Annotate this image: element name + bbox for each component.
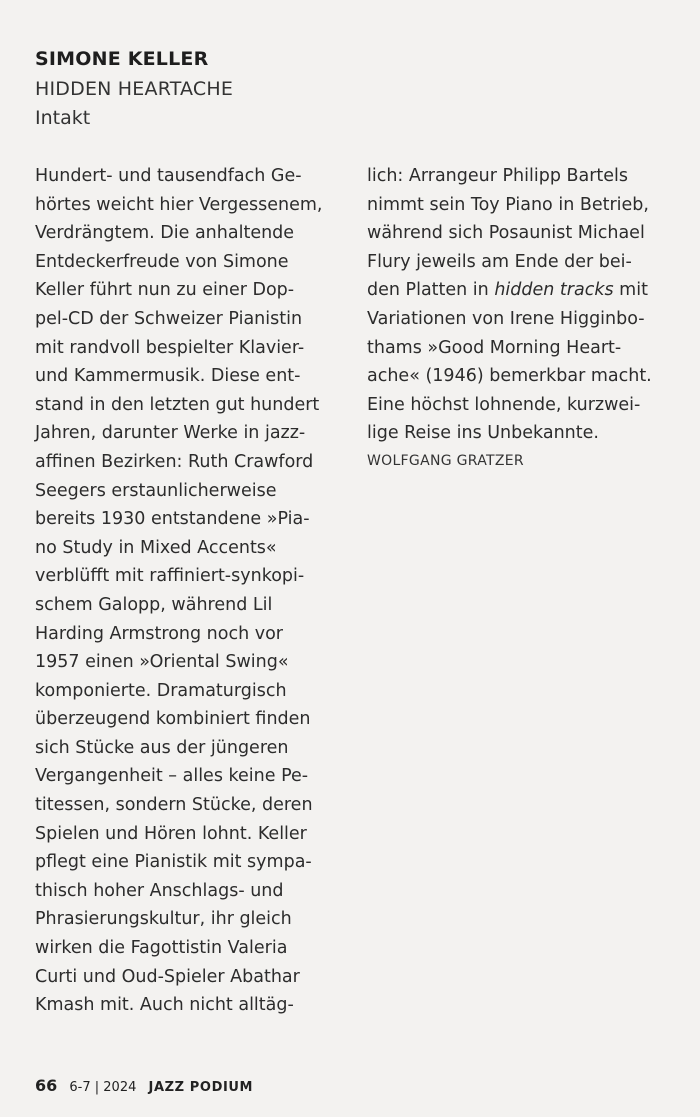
- text-line: während sich Posaunist Michael: [367, 223, 645, 244]
- text-line: Variationen von Irene Higginbo-: [367, 308, 645, 329]
- text-line: ache« (1946) bemerkbar macht.: [367, 366, 652, 387]
- text-line: Harding Armstrong noch vor: [35, 623, 283, 644]
- italic-phrase: hidden tracks: [494, 280, 614, 301]
- text-line: no Study in Mixed Accents«: [35, 537, 277, 558]
- text-line: komponierte. Dramaturgisch: [35, 680, 287, 701]
- text-line: 1957 einen »Oriental Swing«: [35, 652, 289, 673]
- text-line: Flury jeweils am Ende der bei-: [367, 251, 632, 272]
- text-line: affinen Bezirken: Ruth Crawford: [35, 451, 314, 472]
- text-segment: mit: [613, 280, 648, 301]
- text-line: und Kammermusik. Diese ent-: [35, 366, 301, 387]
- text-line: titessen, sondern Stücke, deren: [35, 795, 313, 816]
- text-line: Vergangenheit – alles keine Pe-: [35, 766, 309, 787]
- text-line: thams »Good Morning Heart-: [367, 337, 622, 358]
- page-number: 66: [35, 1076, 58, 1095]
- text-line: sich Stücke aus der jüngeren: [35, 737, 289, 758]
- artist-name: SIMONE KELLER: [35, 48, 209, 70]
- album-title: HIDDEN HEARTACHE: [35, 78, 234, 100]
- text-line: Entdeckerfreude von Simone: [35, 251, 289, 272]
- text-line: schem Galopp, während Lil: [35, 594, 273, 615]
- text-line: Seegers erstaunlicherweise: [35, 480, 277, 501]
- text-line: verblüfft mit raffiniert-synkopi-: [35, 566, 305, 587]
- text-line: hörtes weicht hier Vergessenem,: [35, 194, 323, 215]
- text-line: überzeugend kombiniert finden: [35, 709, 311, 730]
- text-line: Hundert- und tausendfach Ge-: [35, 166, 302, 186]
- text-line: Curti und Oud-Spieler Abathar: [35, 966, 300, 987]
- text-line: Jahren, darunter Werke in jazz-: [35, 423, 306, 444]
- page-footer: [35, 1076, 253, 1095]
- text-line: pel-CD der Schweizer Pianistin: [35, 308, 303, 329]
- text-line: Phrasierungskultur, ihr gleich: [35, 909, 292, 930]
- text-line: Kmash mit. Auch nicht alltäg-: [35, 995, 294, 1016]
- text-line: thisch hoher Anschlags- und: [35, 880, 284, 901]
- record-label: Intakt: [35, 107, 91, 129]
- text-line: Eine höchst lohnende, kurzwei-: [367, 394, 641, 415]
- text-line: stand in den letzten gut hundert: [35, 394, 320, 415]
- text-line: mit randvoll bespielter Klavier-: [35, 337, 305, 358]
- text-segment: den Platten in: [367, 280, 489, 301]
- review-author: WOLFGANG GRATZER: [367, 452, 524, 469]
- text-line: nimmt sein Toy Piano in Betrieb,: [367, 194, 649, 215]
- review-column-2: [367, 162, 677, 470]
- text-line: pflegt eine Pianistik mit sympa-: [35, 852, 312, 873]
- text-line: lige Reise ins Unbekannte.: [367, 423, 599, 444]
- text-line-with-italic: [367, 276, 677, 305]
- issue-info: 6-7 | 2024: [69, 1080, 137, 1095]
- text-line: Verdrängtem. Die anhaltende: [35, 223, 295, 244]
- text-line: Keller führt nun zu einer Dop-: [35, 280, 295, 301]
- text-line: bereits 1930 entstandene »Pia-: [35, 509, 310, 530]
- text-line: Spielen und Hören lohnt. Keller: [35, 823, 307, 844]
- text-line: lich: Arrangeur Philipp Bartels: [367, 166, 629, 186]
- text-line: wirken die Fagottistin Valeria: [35, 938, 288, 959]
- magazine-name: JAZZ PODIUM: [148, 1080, 254, 1095]
- review-column-1: [35, 162, 335, 1020]
